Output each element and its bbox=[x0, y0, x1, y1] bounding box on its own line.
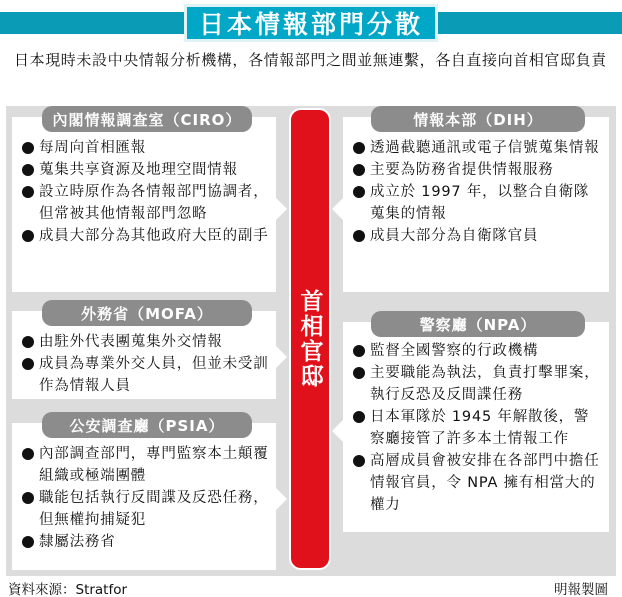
bullet-icon bbox=[22, 336, 34, 348]
card-psia-list bbox=[22, 443, 270, 553]
bullet-icon bbox=[353, 142, 365, 154]
bullet-icon bbox=[353, 186, 365, 198]
card-ciro-list bbox=[22, 137, 270, 247]
bullet-icon bbox=[353, 230, 365, 242]
list-item: 職能包括執行反間諜及反恐任務，但無權拘捕疑犯 bbox=[22, 487, 270, 531]
list-item: 隸屬法務省 bbox=[22, 531, 270, 553]
card-ciro bbox=[12, 110, 276, 292]
bullet-icon bbox=[353, 455, 365, 467]
list-item: 蒐集共享資源及地理空間情報 bbox=[22, 159, 270, 181]
card-npa-title: 警察廳（NPA） bbox=[371, 311, 585, 337]
list-item: 每周向首相匯報 bbox=[22, 137, 270, 159]
card-dih bbox=[343, 110, 609, 292]
bullet-icon bbox=[22, 492, 34, 504]
bullet-icon bbox=[353, 367, 365, 379]
arrow-mofa-right bbox=[276, 346, 287, 368]
bullet-icon bbox=[22, 164, 34, 176]
credit-note: 明報製圖 bbox=[554, 582, 608, 597]
bullet-icon bbox=[22, 448, 34, 460]
card-ciro-title: 內閣情報調查室（CIRO） bbox=[42, 106, 252, 132]
bullet-icon bbox=[22, 358, 34, 370]
list-item: 成立於 1997 年，以整合自衛隊蒐集的情報 bbox=[353, 181, 603, 225]
card-mofa bbox=[12, 304, 276, 399]
arrow-dih-left bbox=[332, 198, 343, 220]
list-item: 由駐外代表團蒐集外交情報 bbox=[22, 331, 270, 353]
diagram-title: 日本情報部門分散 bbox=[198, 10, 423, 39]
title-bar bbox=[0, 0, 622, 44]
list-item: 設立時原作為各情報部門協調者，但常被其他情報部門忽略 bbox=[22, 181, 270, 225]
bullet-icon bbox=[22, 230, 34, 242]
list-item: 主要為防務省提供情報服務 bbox=[353, 159, 603, 181]
card-psia-title: 公安調查廳（PSIA） bbox=[42, 412, 252, 438]
list-item: 內部調查部門，專門監察本土顛覆組織或極端團體 bbox=[22, 443, 270, 487]
card-mofa-list bbox=[22, 331, 270, 397]
list-item: 監督全國警察的行政機構 bbox=[353, 340, 603, 362]
list-item: 主要職能為執法，負責打擊罪案，執行反恐及反間諜任務 bbox=[353, 362, 603, 406]
card-dih-list bbox=[353, 137, 603, 247]
intro-text: 日本現時未設中央情報分析機構，各情報部門之間並無連繫，各自直接向首相官邸負責 bbox=[14, 51, 607, 69]
center-label: 首相官邸 bbox=[296, 289, 323, 389]
card-mofa-title: 外務省（MOFA） bbox=[42, 300, 252, 326]
bullet-icon bbox=[353, 345, 365, 357]
title-box bbox=[184, 4, 438, 42]
list-item: 日本軍隊於 1945 年解散後，警察廳接管了許多本土情報工作 bbox=[353, 406, 603, 450]
arrow-psia-right bbox=[276, 488, 287, 510]
list-item: 成員為專業外交人員，但並未受訓作為情報人員 bbox=[22, 353, 270, 397]
bullet-icon bbox=[22, 142, 34, 154]
arrow-ciro-right bbox=[276, 198, 287, 220]
bullet-icon bbox=[353, 164, 365, 176]
card-npa-list bbox=[353, 340, 603, 516]
list-item: 高層成員會被安排在各部門中擔任情報官員，令 NPA 擁有相當大的權力 bbox=[353, 450, 603, 516]
card-dih-title: 情報本部（DIH） bbox=[371, 106, 585, 132]
bullet-icon bbox=[22, 536, 34, 548]
list-item: 成員大部分為自衛隊官員 bbox=[353, 225, 603, 247]
bullet-icon bbox=[353, 411, 365, 423]
source-note: 資料來源：Stratfor bbox=[8, 582, 128, 597]
card-psia bbox=[12, 416, 276, 570]
list-item: 透過截聽通訊或電子信號蒐集情報 bbox=[353, 137, 603, 159]
card-npa bbox=[343, 315, 609, 532]
list-item: 成員大部分為其他政府大臣的副手 bbox=[22, 225, 270, 247]
arrow-npa-left bbox=[332, 420, 343, 442]
bullet-icon bbox=[22, 186, 34, 198]
center-bar bbox=[289, 108, 331, 570]
